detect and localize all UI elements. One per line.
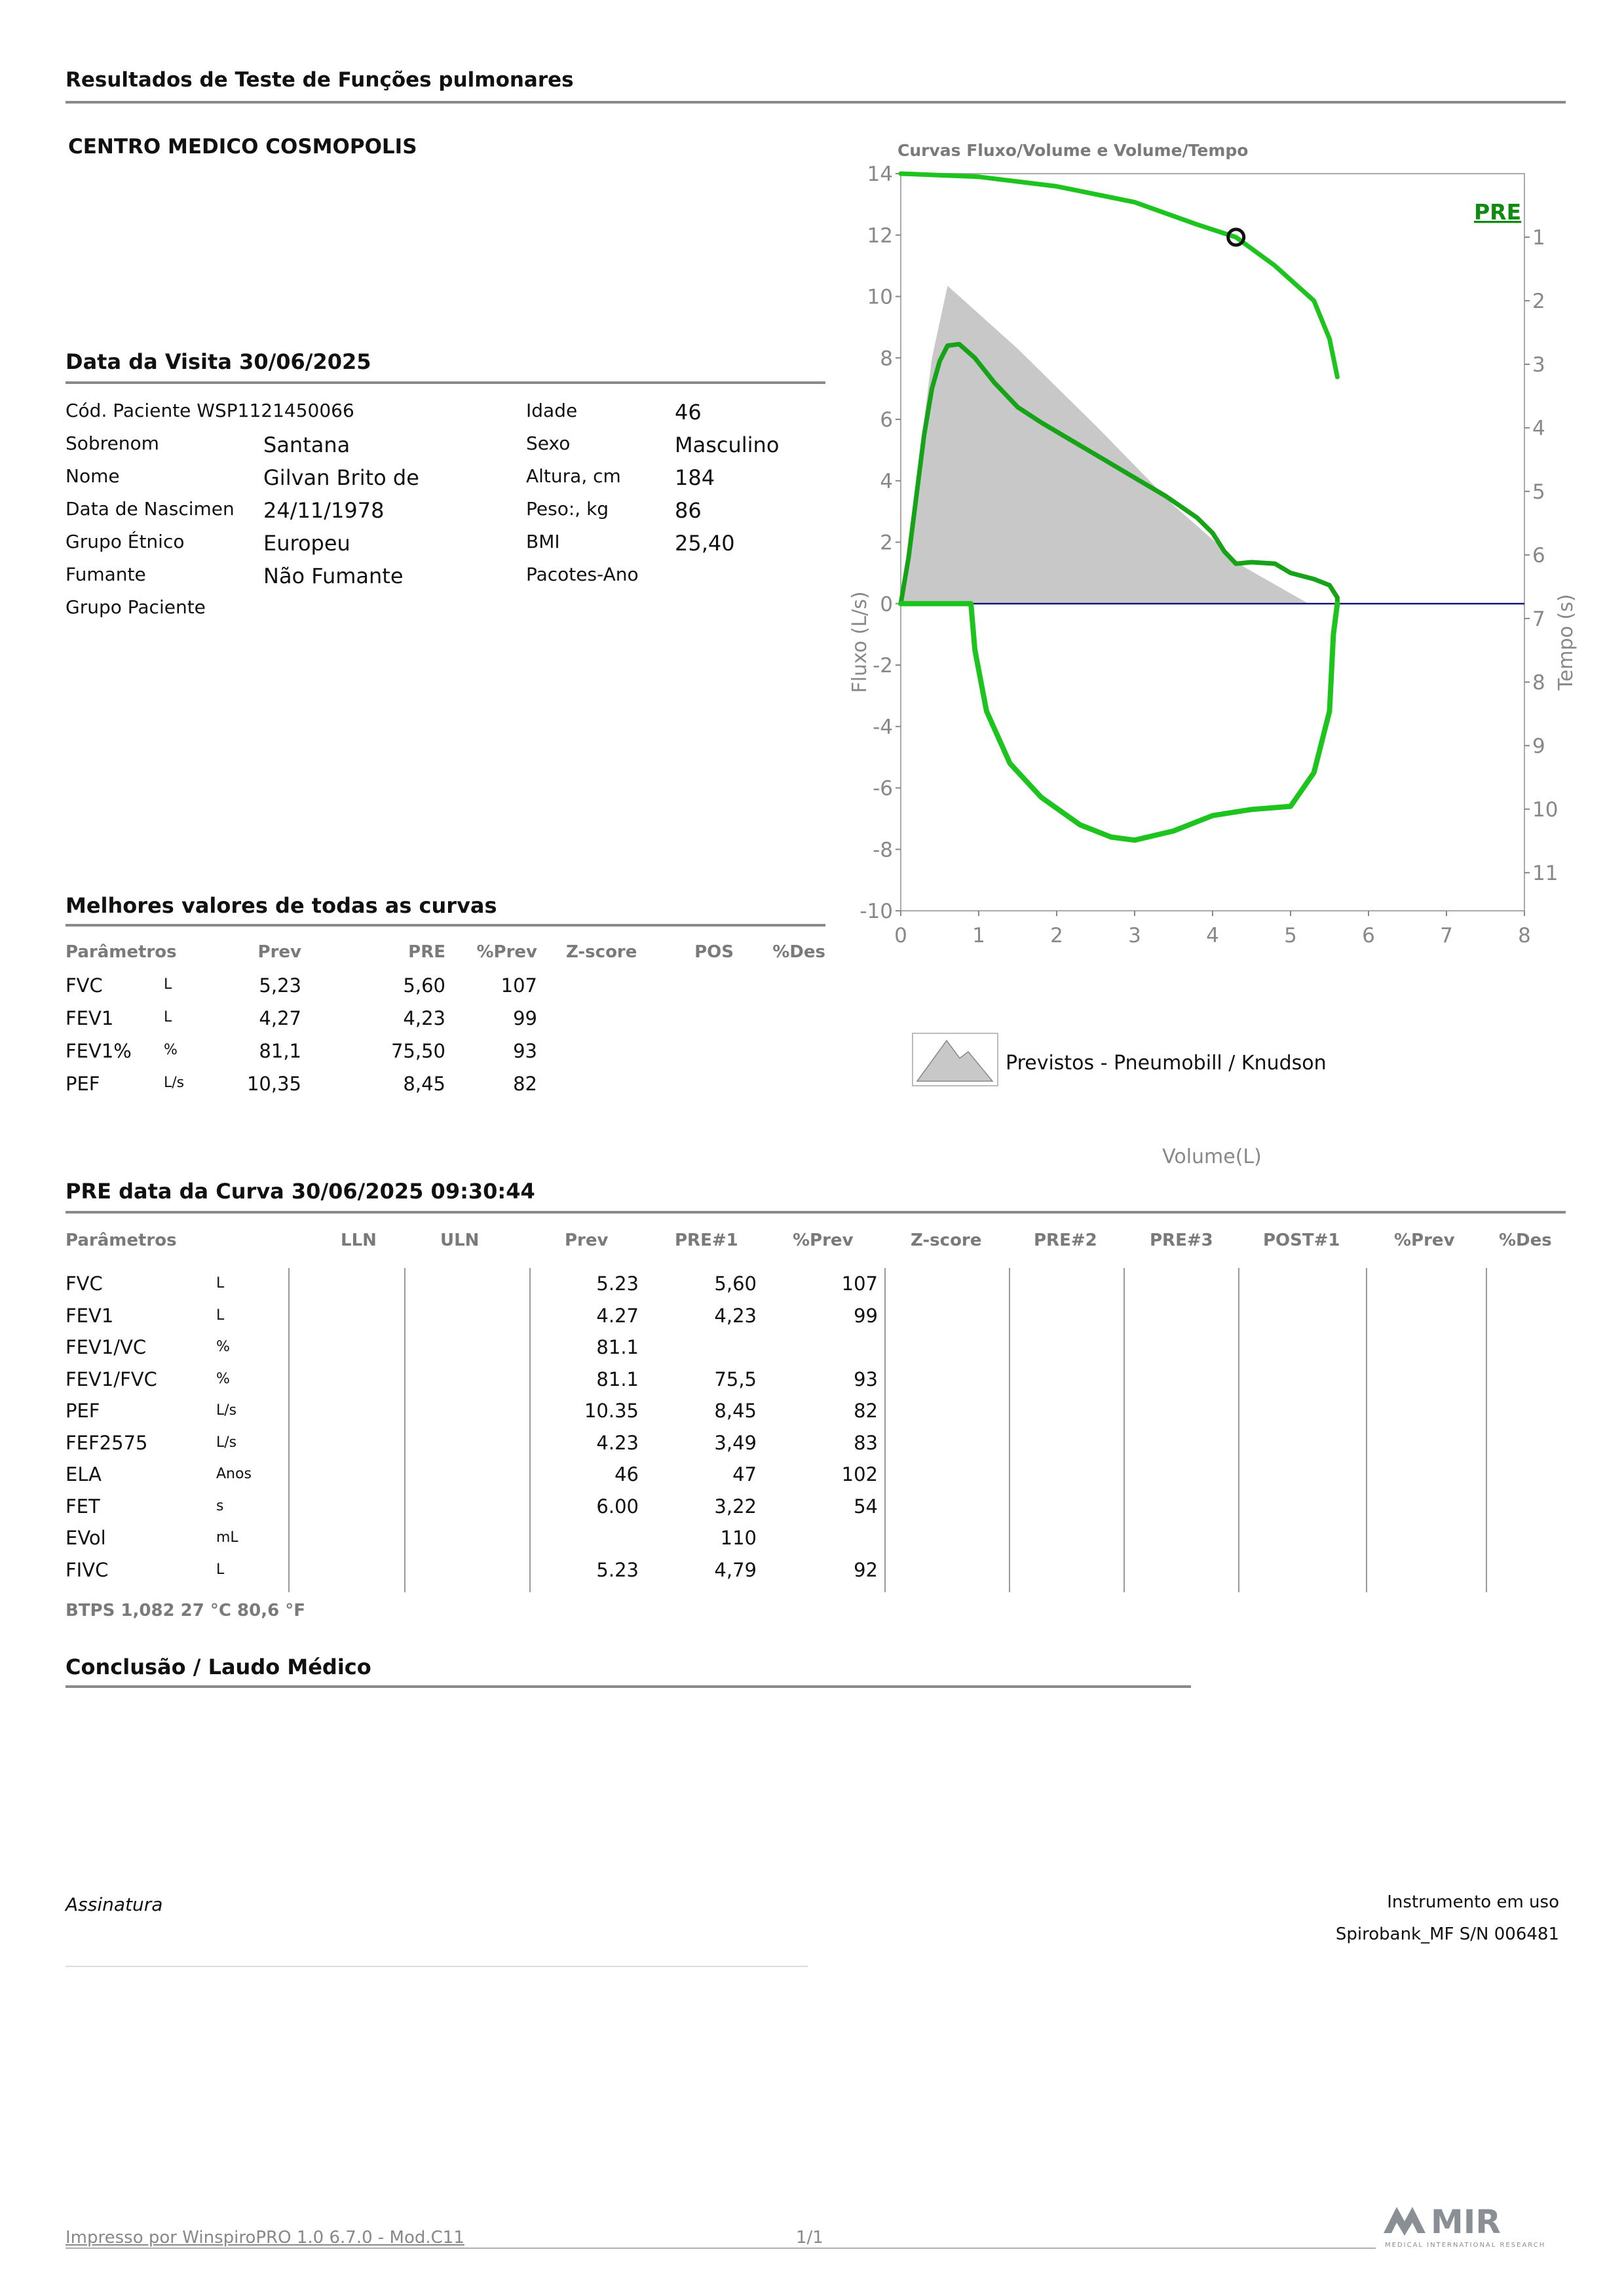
- best-pct: 82: [513, 1073, 537, 1095]
- curve-unit: L/s: [216, 1402, 237, 1419]
- mir-logo-text: MIR: [1431, 2203, 1501, 2241]
- col-divider: [1124, 1268, 1125, 1592]
- sex-value: Masculino: [675, 432, 780, 457]
- curve-unit: L/s: [216, 1434, 237, 1451]
- curve-pre1: 4,79: [714, 1559, 757, 1581]
- group-label: Grupo Paciente: [66, 596, 206, 618]
- curve-pre1: 8,45: [714, 1400, 757, 1422]
- y2-tick-label: 2: [1532, 289, 1545, 313]
- packs-label: Pacotes-Ano: [526, 564, 639, 585]
- curve-pctprev: 82: [854, 1400, 878, 1422]
- col-divider: [529, 1268, 531, 1592]
- curve-prev: 6.00: [596, 1495, 639, 1518]
- mir-logo-mark: [1382, 2199, 1566, 2249]
- curve-pctprev: 83: [854, 1432, 878, 1454]
- curve-prev: 81.1: [596, 1336, 639, 1358]
- birth-value: 24/11/1978: [263, 498, 385, 523]
- report-title: Resultados de Teste de Funções pulmonares: [66, 68, 574, 92]
- curve-pctprev: 107: [841, 1272, 878, 1295]
- y-tick-label: 12: [867, 223, 893, 248]
- page-number: 1/1: [796, 2228, 823, 2248]
- x-tick-label: 7: [1440, 924, 1453, 947]
- y2-tick-label: 7: [1532, 607, 1545, 631]
- y2-tick-label: 5: [1532, 480, 1545, 504]
- visit-rule: [66, 381, 825, 384]
- y-axis-label: Fluxo (L/s): [848, 591, 871, 693]
- footer-rule: [66, 2248, 1376, 2249]
- curve-pre1: 3,22: [714, 1495, 757, 1518]
- curve-unit: %: [216, 1371, 230, 1387]
- visit-title: Data da Visita 30/06/2025: [66, 349, 371, 374]
- curve-param: EVol: [66, 1527, 106, 1549]
- curve-header-post1: POST#1: [1263, 1231, 1340, 1250]
- x-tick-label: 5: [1284, 924, 1297, 947]
- curve-header-zscore: Z-score: [911, 1231, 982, 1250]
- curve-header-pre3: PRE#3: [1150, 1231, 1213, 1250]
- best-unit: L/s: [164, 1075, 185, 1091]
- best-unit: L: [164, 1009, 172, 1025]
- signature-label: Assinatura: [66, 1894, 163, 1915]
- best-header-pos: POS: [694, 942, 734, 962]
- patient-code: Cód. Paciente WSP1121450066: [66, 400, 354, 421]
- curve-pre1: 75,5: [714, 1368, 757, 1390]
- best-pct: 93: [513, 1040, 537, 1062]
- predicted-area-group: [901, 286, 1308, 603]
- col-divider: [884, 1268, 886, 1592]
- curve-param: ELA: [66, 1463, 102, 1485]
- height-label: Altura, cm: [526, 465, 621, 487]
- instrument-label: Instrumento em uso: [1387, 1892, 1559, 1912]
- curve-pre1: 4,23: [714, 1305, 757, 1327]
- y2-tick-label: 6: [1532, 543, 1545, 567]
- y2-tick-label: 4: [1532, 416, 1545, 440]
- conclusion-title: Conclusão / Laudo Médico: [66, 1655, 371, 1679]
- smoker-label: Fumante: [66, 564, 146, 585]
- curve-rule: [66, 1211, 1566, 1214]
- surname-value: Santana: [263, 432, 350, 457]
- y-tick-label: 10: [867, 285, 893, 309]
- chart-svg: [819, 138, 1577, 1173]
- x-axis-label: Volume(L): [1162, 1145, 1262, 1168]
- best-header-pctdes: %Des: [772, 942, 825, 962]
- best-pct: 107: [500, 974, 537, 997]
- col-divider: [1366, 1268, 1367, 1592]
- y2-tick-label: 10: [1532, 797, 1558, 822]
- y2-axis-label: Tempo (s): [1555, 594, 1577, 691]
- best-prev: 5,23: [259, 974, 301, 997]
- y2-tick-label: 9: [1532, 734, 1545, 758]
- best-header-pre: PRE: [408, 942, 445, 962]
- header-rule: [66, 101, 1566, 104]
- y-tick-label: 6: [880, 408, 893, 432]
- y2-tick-label: 1: [1532, 225, 1545, 250]
- birth-label: Data de Nascimen: [66, 498, 235, 520]
- curve-pre1: 3,49: [714, 1432, 757, 1454]
- y-tick-label: -4: [873, 715, 893, 739]
- weight-value: 86: [675, 498, 702, 523]
- col-divider: [1486, 1268, 1487, 1592]
- curve-unit: L: [216, 1307, 225, 1324]
- curve-pctprev: 92: [854, 1559, 878, 1581]
- curve-header-pctdes: %Des: [1499, 1231, 1552, 1250]
- ethnic-label: Grupo Étnico: [66, 531, 185, 552]
- x-tick-label: 4: [1206, 924, 1219, 947]
- curve-prev: 4.27: [596, 1305, 639, 1327]
- col-divider: [288, 1268, 290, 1592]
- curve-prev: 5.23: [596, 1559, 639, 1581]
- x-tick-label: 1: [972, 924, 985, 947]
- name-label: Nome: [66, 465, 120, 487]
- btps-info: BTPS 1,082 27 °C 80,6 °F: [66, 1601, 306, 1620]
- curve-param: FEF2575: [66, 1432, 148, 1454]
- name-value: Gilvan Brito de: [263, 465, 419, 490]
- instrument-value: Spirobank_MF S/N 006481: [1335, 1924, 1559, 1944]
- best-unit: %: [164, 1042, 178, 1058]
- curve-unit: %: [216, 1339, 230, 1355]
- col-divider: [1238, 1268, 1239, 1592]
- curve-pctprev: 93: [854, 1368, 878, 1390]
- curve-param: FEV1/FVC: [66, 1368, 157, 1390]
- best-param: PEF: [66, 1073, 100, 1095]
- curve-header-prev: Prev: [565, 1231, 609, 1250]
- y-tick-label: -10: [859, 900, 893, 923]
- y-tick-label: 4: [880, 469, 893, 493]
- y-tick-label: 14: [867, 163, 893, 186]
- y-tick-label: -8: [873, 838, 893, 862]
- mir-logo-peaks-icon: [1384, 2207, 1426, 2236]
- curve-header-param: Parâmetros: [66, 1231, 177, 1250]
- curve-header-lln: LLN: [341, 1231, 377, 1250]
- weight-label: Peso:, kg: [526, 498, 609, 520]
- best-prev: 10,35: [246, 1073, 301, 1095]
- best-pre: 4,23: [403, 1007, 445, 1029]
- best-prev: 4,27: [259, 1007, 301, 1029]
- curve-param: FVC: [66, 1272, 103, 1295]
- best-pre: 75,50: [390, 1040, 445, 1062]
- col-divider: [404, 1268, 406, 1592]
- printed-by: Impresso por WinspiroPRO 1.0 6.7.0 - Mod.C11: [66, 2228, 464, 2248]
- best-title: Melhores valores de todas as curvas: [66, 893, 497, 918]
- curve-pre1: 47: [732, 1463, 757, 1485]
- curve-pctprev: 102: [841, 1463, 878, 1485]
- best-param: FVC: [66, 974, 103, 997]
- x-tick-label: 0: [894, 924, 907, 947]
- ethnic-value: Europeu: [263, 531, 350, 556]
- y2-tick-label: 3: [1532, 353, 1545, 377]
- predicted-area: [901, 286, 1308, 603]
- best-pre: 5,60: [403, 974, 445, 997]
- curve-unit: Anos: [216, 1466, 252, 1482]
- best-header-pctprev: %Prev: [476, 942, 537, 962]
- curve-unit: L: [216, 1275, 225, 1292]
- curve-prev: 46: [614, 1463, 639, 1485]
- signature-line[interactable]: [66, 1966, 808, 1967]
- x-tick-label: 8: [1518, 924, 1531, 947]
- curve-unit: mL: [216, 1529, 238, 1546]
- curve-prev: 5.23: [596, 1272, 639, 1295]
- curve-prev: 81.1: [596, 1368, 639, 1390]
- legend-pre-badge: PRE: [1474, 199, 1522, 225]
- curve-pre1: 110: [720, 1527, 757, 1549]
- best-param: FEV1: [66, 1007, 114, 1029]
- curve-header-uln: ULN: [440, 1231, 480, 1250]
- best-header-zscore: Z-score: [566, 942, 637, 962]
- flow-volume-chart: [819, 138, 1577, 1173]
- bmi-value: 25,40: [675, 531, 735, 556]
- best-rule: [66, 924, 825, 927]
- center-name: CENTRO MEDICO COSMOPOLIS: [68, 135, 417, 159]
- y2-tick-label: 8: [1532, 670, 1545, 695]
- curve-param: FEV1/VC: [66, 1336, 147, 1358]
- curve-header-pre1: PRE#1: [675, 1231, 738, 1250]
- y-tick-label: -2: [873, 654, 893, 678]
- mir-logo: [1382, 2199, 1566, 2249]
- surname-label: Sobrenom: [66, 432, 159, 454]
- sex-label: Sexo: [526, 432, 571, 454]
- x-tick-label: 6: [1362, 924, 1375, 947]
- bmi-label: BMI: [526, 531, 560, 552]
- best-unit: L: [164, 976, 172, 993]
- curve-header-pctprev: %Prev: [793, 1231, 854, 1250]
- conclusion-rule: [66, 1685, 1191, 1688]
- age-label: Idade: [526, 400, 578, 421]
- curve-unit: L: [216, 1561, 225, 1578]
- curve-param: FET: [66, 1495, 100, 1518]
- best-header-prev: Prev: [257, 942, 301, 962]
- curve-title: PRE data da Curva 30/06/2025 09:30:44: [66, 1179, 535, 1204]
- y2-tick-label: 11: [1532, 861, 1558, 885]
- curve-header-pctprev2: %Prev: [1394, 1231, 1455, 1250]
- curve-header-pre2: PRE#2: [1034, 1231, 1097, 1250]
- curve-pctprev: 54: [854, 1495, 878, 1518]
- best-pct: 99: [513, 1007, 537, 1029]
- smoker-value: Não Fumante: [263, 564, 404, 588]
- curve-prev: 10.35: [584, 1400, 639, 1422]
- legend-predicted: [913, 1033, 1327, 1086]
- y-tick-label: 0: [880, 592, 893, 617]
- col-divider: [1009, 1268, 1010, 1592]
- best-prev: 81,1: [259, 1040, 301, 1062]
- x-tick-label: 2: [1050, 924, 1063, 947]
- curve-param: PEF: [66, 1400, 100, 1422]
- curve-param: FEV1: [66, 1305, 114, 1327]
- curve-param: FIVC: [66, 1559, 109, 1581]
- curve-pre1: 5,60: [714, 1272, 757, 1295]
- legend-predicted-label: Previstos - Pneumobill / Knudson: [1006, 1052, 1327, 1075]
- curve-unit: s: [216, 1498, 224, 1514]
- y-tick-label: 2: [880, 531, 893, 555]
- y-tick-label: -6: [873, 776, 893, 801]
- age-value: 46: [675, 400, 702, 425]
- x-tick-label: 3: [1128, 924, 1141, 947]
- y-tick-label: 8: [880, 347, 893, 371]
- curve-prev: 4.23: [596, 1432, 639, 1454]
- best-pre: 8,45: [403, 1073, 445, 1095]
- height-value: 184: [675, 465, 715, 490]
- curve-pctprev: 99: [854, 1305, 878, 1327]
- best-param: FEV1%: [66, 1040, 132, 1062]
- best-header-param: Parâmetros: [66, 942, 177, 962]
- pre-inspiratory-curve: [901, 603, 1337, 840]
- chart-title: Curvas Fluxo/Volume e Volume/Tempo: [897, 141, 1249, 160]
- mir-logo-subtitle: MEDICAL INTERNATIONAL RESEARCH: [1385, 2242, 1546, 2249]
